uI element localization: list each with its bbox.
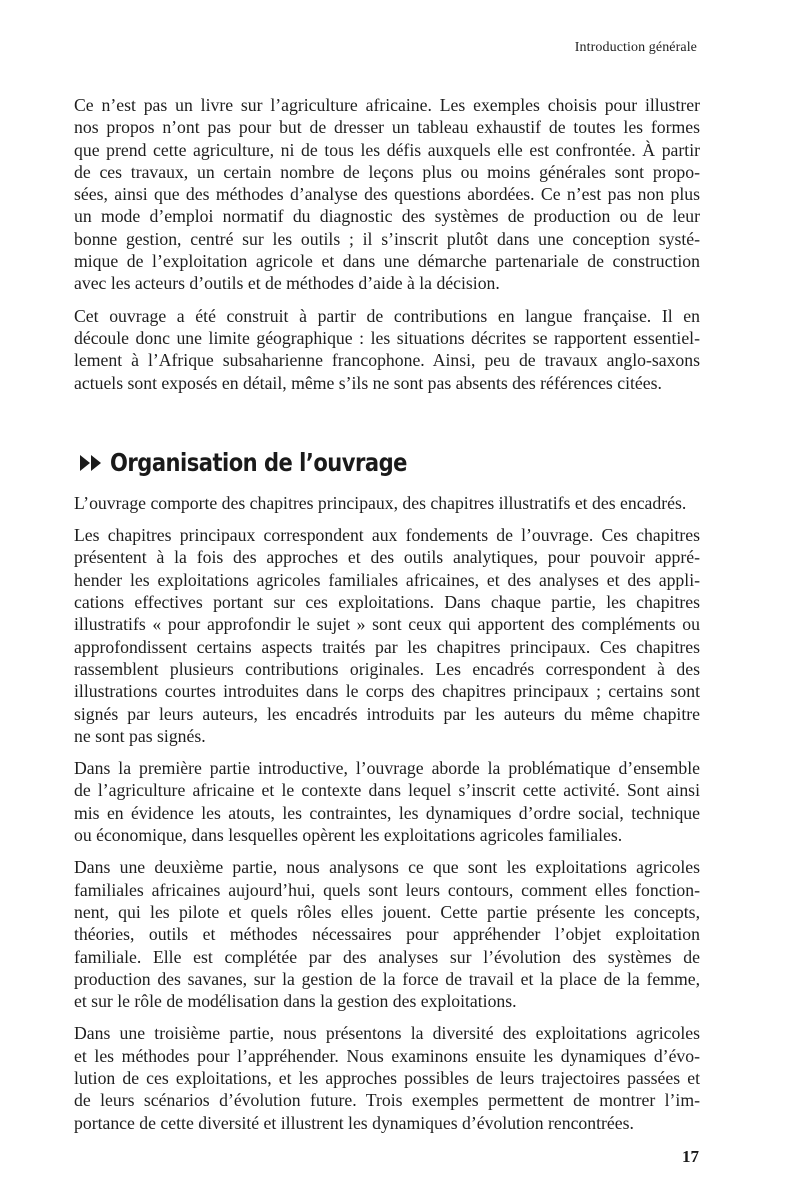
text-line: Les chapitres principaux correspondent aux fondements de l’ouvrage. Ces chapitres (74, 525, 700, 546)
text-line: nent, qui les pilote et quels rôles elles jouent. Cette partie présente les concepts, (74, 901, 700, 922)
text-line: approfondissent certains aspects traités par les chapitres principaux. Ces chapitres (74, 636, 700, 657)
page-content (74, 94, 700, 1144)
text-line: portance de cette diversité et illustrent les dynamiques d’évolution rencontrées. (74, 1112, 634, 1133)
text-line: Dans la première partie introductive, l’ouvrage aborde la problématique d’ensemble (74, 758, 700, 779)
text-line: découle donc une limite géographique : les situations décrites se rapportent essentiel- (74, 327, 700, 348)
page-number: 17 (682, 1147, 699, 1166)
text-line: et sur le rôle de modélisation dans la gestion des exploitations. (74, 991, 517, 1012)
section-heading (78, 446, 700, 480)
text-line: présentent à la fois des approches et des outils analytiques, pour pouvoir appré- (74, 547, 700, 568)
text-line: L’ouvrage comporte des chapitres principaux, des chapitres illustratifs et des encadrés. (74, 492, 687, 513)
text-line: sées, ainsi que des méthodes d’analyse des questions abordées. Ce n’est pas non plus (74, 184, 700, 205)
paragraph (74, 524, 700, 747)
paragraph (74, 305, 700, 394)
text-line: et les méthodes pour l’appréhender. Nous examinons ensuite les dynamiques d’évo- (74, 1045, 700, 1066)
running-header: Introduction générale (574, 40, 697, 55)
text-line: ou économique, dans lesquelles opèrent les exploitations agricoles familiales. (74, 825, 623, 846)
text-line: mis en évidence les atouts, les contraintes, les dynamiques d’ordre social, technique (74, 802, 700, 823)
text-line: Ce n’est pas un livre sur l’agriculture africaine. Les exemples choisis pour illustrer (74, 95, 700, 115)
text-line: lement à l’Afrique subsaharienne francophone. Ainsi, peu de travaux anglo-saxons (74, 350, 700, 371)
text-line: que prend cette agriculture, ni de tous les défis auxquels elle est confrontée. À partir (74, 139, 700, 160)
text-line: lution de ces exploitations, et les approches possibles de leurs trajectoires passées et (74, 1067, 700, 1088)
text-line: ne sont pas signés. (74, 725, 206, 746)
intro-paragraphs (74, 94, 700, 394)
text-line: signés par leurs auteurs, les encadrés introduits par les auteurs du même chapitre (74, 703, 700, 724)
paragraph (74, 94, 700, 295)
text-line: mique de l’exploitation agricole et dans une démarche partenariale de construction (74, 251, 700, 272)
text-line: illustrations courtes introduites dans le corps des chapitres principaux ; certains sont (74, 681, 700, 702)
text-line: Dans une troisième partie, nous présentons la diversité des exploitations agricoles (74, 1023, 700, 1044)
text-line: familiales africaines aujourd’hui, quels sont leurs contours, comment elles fonction- (74, 879, 700, 900)
text-line: un mode d’emploi normatif du diagnostic des systèmes de production ou de leur (74, 206, 700, 227)
text-line: Dans une deuxième partie, nous analysons ce que sont les exploitations agricoles (74, 857, 700, 878)
paragraph (74, 856, 700, 1012)
paragraph (74, 757, 700, 846)
double-chevron-right-icon (78, 454, 104, 472)
text-line: familiale. Elle est complétée par des analyses sur l’évolution des systèmes de (74, 946, 700, 967)
text-line: cations effectives portant sur ces exploitations. Dans chaque partie, les chapitres (74, 592, 700, 613)
section-title: Organisation de l’ouvrage (110, 448, 407, 478)
paragraph (74, 492, 700, 514)
text-line: Cet ouvrage a été construit à partir de contributions en langue française. Il en (74, 305, 700, 326)
text-line: de ces travaux, un certain nombre de leçons plus ou moins générales sont propo- (74, 161, 700, 182)
text-line: rassemblent plusieurs contributions originales. Les encadrés correspondent à des (74, 658, 700, 679)
text-line: de leurs scénarios d’évolution future. Trois exemples permettent de montrer l’im- (74, 1090, 700, 1111)
section-paragraphs (74, 492, 700, 1134)
text-line: théories, outils et méthodes nécessaires pour appréhender l’objet exploitation (74, 924, 700, 945)
text-line: nos propos n’ont pas pour but de dresser un tableau exhaustif de toutes les formes (74, 117, 700, 138)
text-line: actuels sont exposés en détail, même s’ils ne sont pas absents des références citées. (74, 372, 662, 393)
text-line: illustratifs « pour approfondir le sujet » sont ceux qui apportent des compléments ou (74, 614, 700, 635)
paragraph (74, 1022, 700, 1133)
text-line: de l’agriculture africaine et le contexte dans lequel s’inscrit cette activité. Sont ainsi (74, 780, 700, 801)
text-line: hender les exploitations agricoles familiales africaines, et des analyses et des appli- (74, 569, 700, 590)
text-line: production des savanes, sur la gestion de la force de travail et la place de la femme, (74, 968, 700, 989)
text-line: avec les acteurs d’outils et de méthodes d’aide à la décision. (74, 273, 500, 294)
text-line: bonne gestion, centré sur les outils ; il s’inscrit plutôt dans une conception systé- (74, 228, 700, 249)
